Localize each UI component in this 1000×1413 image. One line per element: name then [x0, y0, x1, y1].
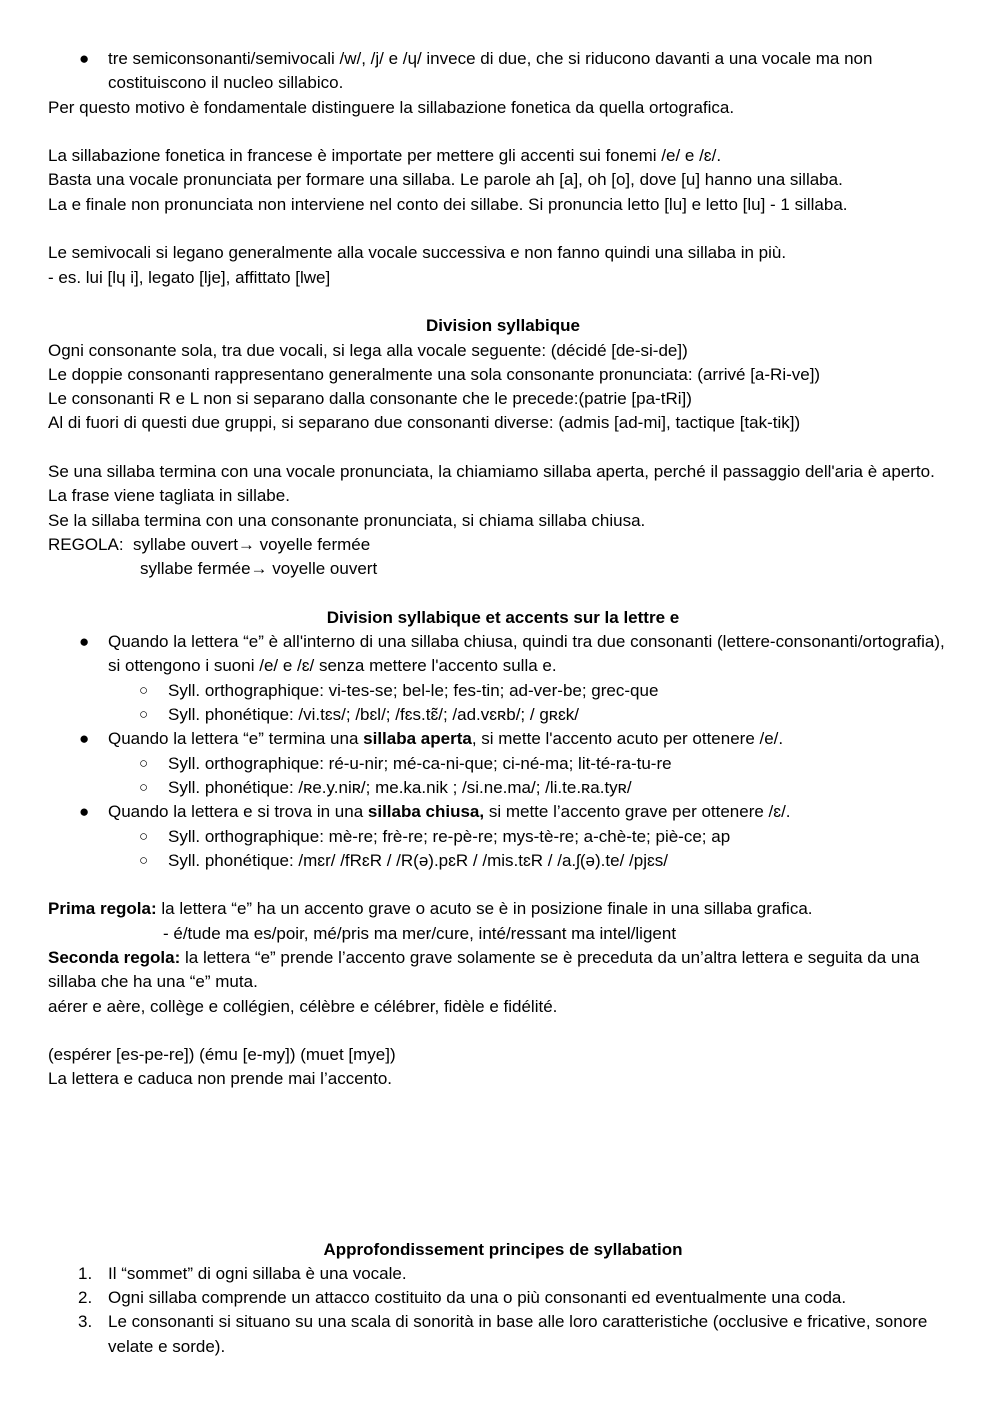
bullet-icon: ● — [79, 802, 90, 822]
item-number: 3. — [78, 1312, 93, 1332]
sub-bullet-text: Syll. phonétique: /mɛr/ /fRɛR / /R(ə).pɛR / /mis.tɛR / /a.ʃ(ə).te/ /pjɛs/ — [168, 850, 668, 870]
sub-bullet-text: Syll. orthographique: vi-tes-se; bel-le; fes-tin; ad-ver-be; grec-que — [168, 680, 659, 700]
sub-bullet-item — [48, 752, 958, 776]
bullet-icon: ● — [79, 632, 90, 652]
sub-bullet-item — [48, 703, 958, 727]
item-number: 2. — [78, 1288, 93, 1308]
paragraph: Se una sillaba termina con una vocale pronunciata, la chiamiamo sillaba aperta, perché il passaggio dell'aria è aperto. La frase viene tagliata in sillabe. — [48, 462, 935, 506]
sub-bullet-item — [48, 679, 958, 703]
bullet-text: Quando la lettera “e” è all'interno di una sillaba chiusa, quindi tra due consonanti (lettere-consonanti/ortografia), si ottengono i suoni /e/ e /ɛ/ senza mettere l'accento sulla e. — [108, 632, 945, 676]
bullet-text: Quando la lettera e si trova in una — [108, 802, 368, 822]
bullet-semivowels — [48, 47, 958, 96]
item-number: 1. — [78, 1263, 93, 1283]
regola-line-2: syllabe fermée→ voyelle ouvert — [140, 559, 378, 579]
numbered-item — [48, 1286, 958, 1310]
rule-second — [48, 946, 958, 995]
circle-bullet-icon: ○ — [139, 706, 149, 724]
rule-label: Seconda regola: — [48, 947, 181, 967]
paragraph: (espérer [es-pe-re]) (ému [e-my]) (muet [mye]) — [48, 1045, 396, 1065]
item-text: Ogni sillaba comprende un attacco costituito da una o più consonanti ed eventualmente una coda. — [108, 1288, 847, 1308]
rule-first — [48, 897, 958, 921]
document-body — [48, 47, 958, 1359]
regola-text: syllabe ouvert→ voyelle fermée — [133, 534, 371, 554]
paragraph: Le semivocali si legano generalmente alla vocale successiva e non fanno quindi una sillaba in più. — [48, 243, 787, 263]
item-text: Il “sommet” di ogni sillaba è una vocale. — [108, 1263, 407, 1283]
regola-line — [48, 533, 958, 557]
rule-label: Prima regola: — [48, 899, 157, 919]
circle-bullet-icon: ○ — [139, 778, 149, 796]
bullet-icon: ● — [79, 729, 90, 749]
paragraph: Le doppie consonanti rappresentano generalmente una sola consonante pronunciata: (arrivé [a-Ri-ve]) — [48, 364, 821, 384]
numbered-item — [48, 1310, 958, 1359]
circle-bullet-icon: ○ — [139, 827, 149, 845]
rule-text: la lettera “e” ha un accento grave o acuto se è in posizione finale in una sillaba grafica. — [156, 899, 813, 919]
bullet-item — [48, 800, 958, 824]
rule-text: la lettera “e” prende l’accento grave solamente se è preceduta da un’altra lettera e seguita da una sillaba che ha una “e” muta. — [48, 947, 920, 992]
paragraph: Le consonanti R e L non si separano dalla consonante che le precede:(patrie [pa-tRi]) — [48, 389, 692, 409]
bullet-text: Quando la lettera “e” termina una — [108, 729, 364, 749]
paragraph: Al di fuori di questi due gruppi, si separano due consonanti diverse: (admis [ad-mi], tactique [tak-tik]) — [48, 413, 801, 433]
numbered-item — [48, 1262, 958, 1286]
circle-bullet-icon: ○ — [139, 851, 149, 869]
paragraph: Basta una vocale pronunciata per formare una sillaba. Le parole ah [a], oh [o], dove [u] hanno una sillaba. — [48, 170, 843, 190]
bullet-text: , si mette l'accento acuto per ottenere /e/. — [471, 729, 784, 749]
section-heading: Division syllabique et accents sur la lettre e — [326, 607, 680, 627]
bullet-text: tre semiconsonanti/semivocali /w/, /j/ e /ɥ/ invece di due, che si riducono davanti a una vocale ma non costituiscono il nucleo sillabico. — [108, 49, 873, 93]
rule-examples: aérer e aère, collège e collégien, célèbre e célébrer, fidèle e fidélité. — [48, 996, 558, 1016]
section-heading: Approfondissement principes de syllabation — [323, 1239, 683, 1259]
paragraph: La e finale non pronunciata non interviene nel conto dei sillabe. Si pronuncia letto [lu] e letto [lu] - 1 sillaba. — [48, 194, 848, 214]
sub-bullet-text: Syll. phonétique: /vi.tɛs/; /bɛl/; /fɛs.tɛ̃/; /ad.vɛʀb/; / gʀɛk/ — [168, 705, 580, 725]
sub-bullet-item — [48, 825, 958, 849]
item-text: Le consonanti si situano su una scala di sonorità in base alle loro caratteristiche (occlusive e fricative, sonore velate e sorde). — [108, 1312, 928, 1356]
sub-bullet-item — [48, 776, 958, 800]
bullet-text: si mette l’accento grave per ottenere /ɛ/. — [484, 802, 791, 822]
section-heading: Division syllabique — [426, 316, 580, 336]
paragraph: Se la sillaba termina con una consonante pronunciata, si chiama sillaba chiusa. — [48, 510, 646, 530]
paragraph: Ogni consonante sola, tra due vocali, si lega alla vocale seguente: (décidé [de-si-de]) — [48, 340, 688, 360]
sub-bullet-text: Syll. orthographique: mè-re; frè-re; re-pè-re; mys-tè-re; a-chè-te; piè-ce; ap — [168, 826, 731, 846]
bullet-icon: ● — [79, 49, 90, 68]
circle-bullet-icon: ○ — [139, 681, 149, 699]
regola-label: REGOLA: — [48, 534, 124, 554]
sub-bullet-text: Syll. orthographique: ré-u-nir; mé-ca-ni-que; ci-né-ma; lit-té-ra-tu-re — [168, 753, 672, 773]
bullet-item — [48, 727, 958, 751]
paragraph: Per questo motivo è fondamentale distinguere la sillabazione fonetica da quella ortografica. — [48, 97, 735, 117]
bullet-item — [48, 630, 958, 679]
sub-bullet-text: Syll. phonétique: /ʀe.y.niʀ/; me.ka.nik ; /si.ne.ma/; /li.te.ʀa.tyʀ/ — [168, 777, 632, 797]
bold-term: sillaba aperta — [363, 729, 472, 749]
paragraph: La sillabazione fonetica in francese è importate per mettere gli accenti sui fonemi /e/ e /ɛ/. — [48, 146, 722, 166]
rule-examples: - é/tude ma es/poir, mé/pris ma mer/cure, inté/ressant ma intel/ligent — [163, 923, 677, 943]
paragraph: La lettera e caduca non prende mai l’accento. — [48, 1069, 393, 1089]
circle-bullet-icon: ○ — [139, 754, 149, 772]
sub-bullet-item — [48, 849, 958, 873]
paragraph: - es. lui [lɥ i], legato [lje], affittato [lwe] — [48, 267, 331, 287]
bold-term: sillaba chiusa, — [367, 802, 485, 822]
